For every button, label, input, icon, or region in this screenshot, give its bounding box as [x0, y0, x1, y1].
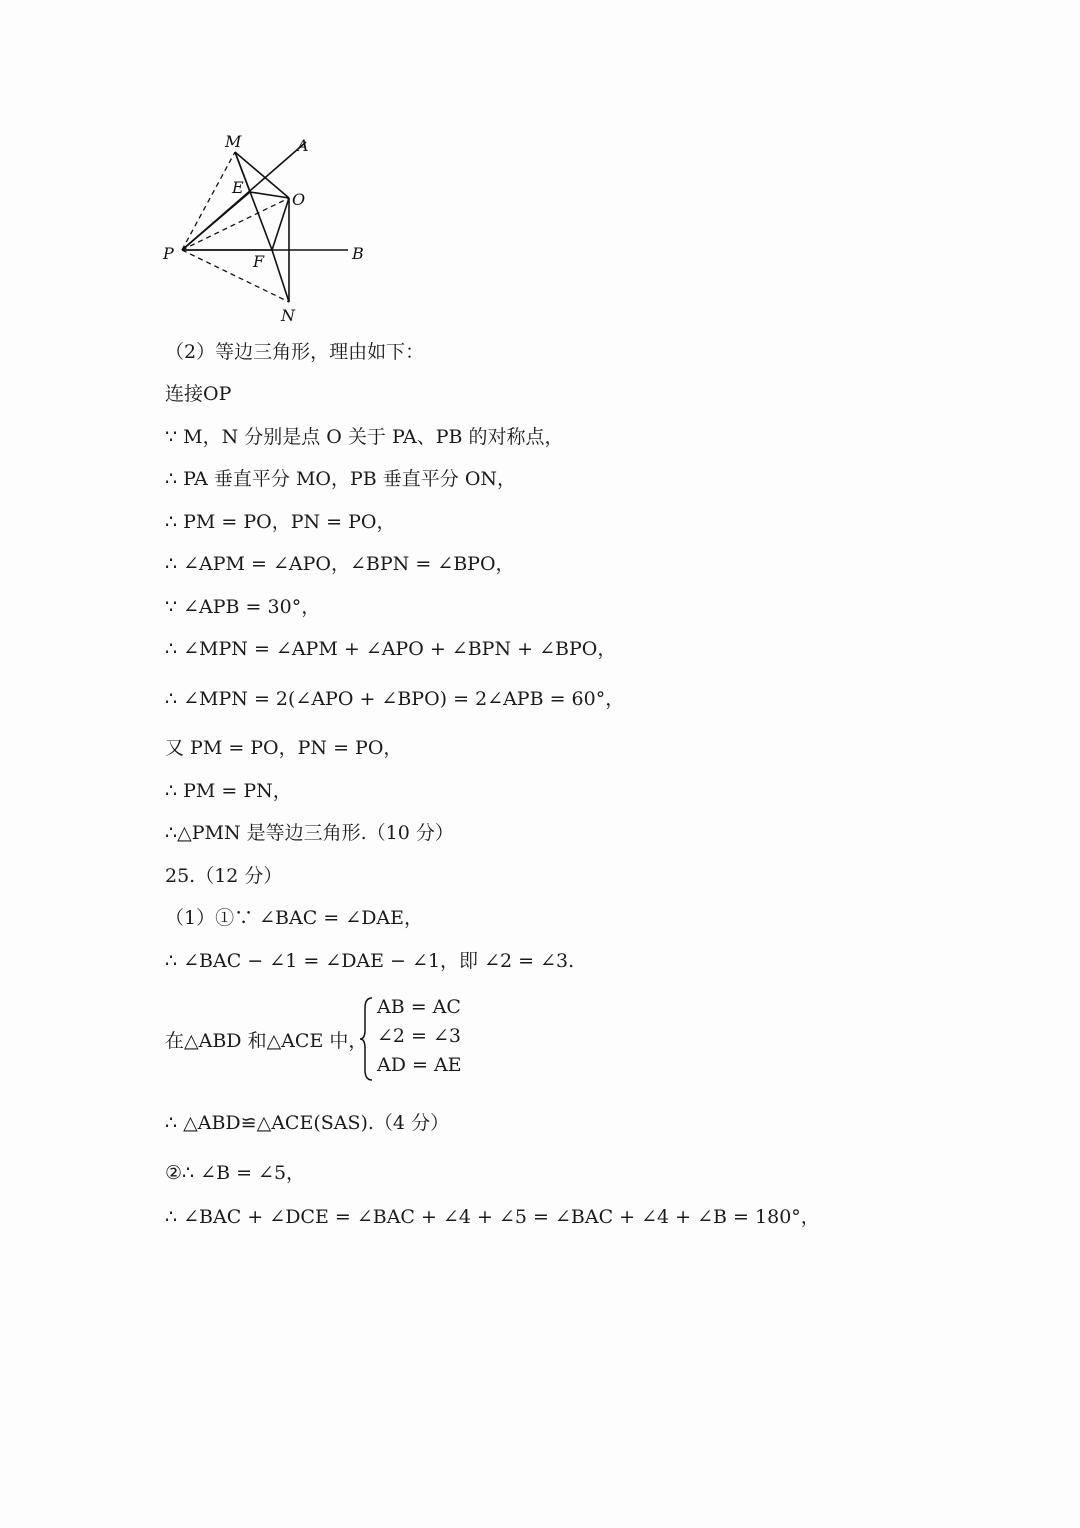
label-n: N	[281, 306, 295, 325]
label-a: A	[297, 136, 309, 155]
dashed-po	[182, 198, 289, 250]
label-m: M	[225, 132, 242, 151]
text-line: ∴ ∠MPN = ∠APM + ∠APO + ∠BPN + ∠BPO，	[165, 638, 617, 660]
segment-fo	[272, 198, 289, 250]
text-line: ∴ PM = PO，PN = PO，	[165, 511, 396, 533]
label-b: B	[352, 244, 364, 263]
text-line: （1）①∵ ∠BAC = ∠DAE，	[165, 907, 424, 929]
system-row: ∠2 = ∠3	[377, 1025, 462, 1047]
text-line: ②∴ ∠B = ∠5，	[165, 1162, 306, 1184]
text-line: 25.（12 分）	[165, 865, 283, 887]
system-row: AD = AE	[377, 1054, 462, 1076]
label-p: P	[163, 244, 174, 263]
label-e: E	[232, 178, 244, 197]
left-brace	[359, 996, 375, 1082]
text-line: 连接OP	[165, 383, 232, 405]
text-line: ∴ △ABD≌△ACE(SAS).（4 分）	[165, 1112, 450, 1134]
label-o: O	[292, 190, 306, 209]
system-prefix: 在△ABD 和△ACE 中，	[165, 1030, 368, 1052]
text-line: ∴ PA 垂直平分 MO，PB 垂直平分 ON，	[165, 468, 517, 490]
text-line: ∵ M，N 分别是点 O 关于 PA、PB 的对称点，	[165, 426, 564, 448]
segment-pe	[182, 192, 250, 250]
system-row: AB = AC	[377, 996, 461, 1018]
geometry-figure	[150, 120, 390, 330]
text-line: ∴ ∠APM = ∠APO，∠BPN = ∠BPO，	[165, 553, 515, 575]
dashed-pm	[182, 152, 235, 250]
text-line: ∵ ∠APB = 30°，	[165, 596, 321, 618]
segment-fn	[272, 250, 289, 302]
text-line: ∴ ∠MPN = 2(∠APO + ∠BPO) = 2∠APB = 60°，	[165, 688, 625, 710]
label-f: F	[253, 252, 265, 271]
text-line: ∴ PM = PN，	[165, 780, 292, 802]
text-line: ∴△PMN 是等边三角形.（10 分）	[165, 822, 454, 844]
text-line: ∴ ∠BAC + ∠DCE = ∠BAC + ∠4 + ∠5 = ∠BAC + ∠4 + ∠B = 180°，	[165, 1206, 820, 1228]
text-line: 又 PM = PO，PN = PO，	[165, 737, 403, 759]
dashed-pn	[182, 250, 289, 302]
text-line: （2）等边三角形，理由如下：	[165, 341, 425, 363]
text-line: ∴ ∠BAC − ∠1 = ∠DAE − ∠1，即 ∠2 = ∠3.	[165, 950, 575, 972]
